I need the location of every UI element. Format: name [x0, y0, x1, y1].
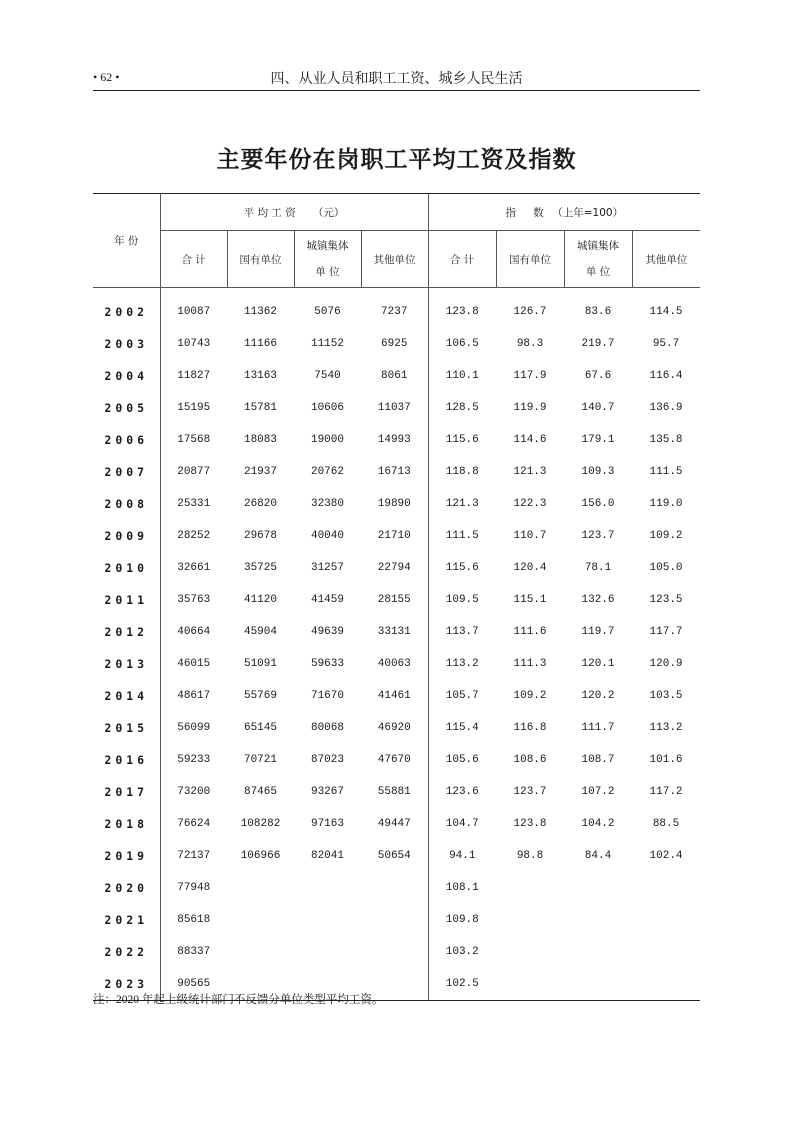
table-row — [93, 648, 700, 680]
index-cell: 123.5 — [649, 594, 683, 606]
wage-cell — [294, 872, 361, 904]
index-cell: 136.9 — [649, 402, 683, 414]
wage-cell: 28155 — [377, 594, 411, 606]
index-total-header: 合 计 — [428, 231, 496, 288]
wage-cell: 41459 — [310, 594, 344, 606]
index-cell — [496, 872, 564, 904]
wage-cell: 11166 — [243, 338, 277, 350]
index-cell: 120.4 — [513, 562, 547, 574]
index-cell: 116.4 — [649, 370, 683, 382]
index-cell: 156.0 — [581, 498, 615, 510]
year-cell: 2006 — [93, 424, 160, 456]
index-cell — [632, 872, 700, 904]
wage-cell: 20762 — [310, 466, 344, 478]
wage-cell — [361, 872, 428, 904]
section-title: 四、从业人员和职工工资、城乡人民生活 — [270, 71, 523, 87]
index-cell: 108.7 — [581, 754, 615, 766]
wage-cell: 48617 — [177, 690, 211, 702]
wage-cell — [227, 936, 294, 968]
wage-cell: 11362 — [243, 306, 277, 318]
index-cell: 128.5 — [428, 392, 496, 424]
wage-cell: 90565 — [160, 968, 227, 1001]
index-cell: 105.7 — [428, 680, 496, 712]
index-cell: 115.6 — [428, 552, 496, 584]
table-row — [93, 328, 700, 360]
table-row — [93, 936, 700, 968]
index-cell — [632, 904, 700, 936]
year-cell: 2019 — [93, 840, 160, 872]
wage-cell: 73200 — [177, 786, 211, 798]
index-cell: 115.4 — [428, 712, 496, 744]
index-cell: 109.3 — [581, 466, 615, 478]
urban-collective-line2: 单 位 — [315, 266, 340, 278]
wage-cell: 32661 — [177, 562, 211, 574]
year-cell: 2017 — [93, 776, 160, 808]
wage-cell: 87465 — [243, 786, 277, 798]
wage-cell: 10606 — [310, 402, 344, 414]
wage-cell: 87023 — [310, 754, 344, 766]
year-cell: 2016 — [93, 744, 160, 776]
wage-state-owned-header: 国有单位 — [227, 231, 294, 288]
index-cell: 108.6 — [513, 754, 547, 766]
wage-cell: 7540 — [314, 370, 341, 382]
index-cell: 109.2 — [513, 690, 547, 702]
index-cell: 111.6 — [513, 626, 547, 638]
wage-cell: 93267 — [310, 786, 344, 798]
index-cell: 110.7 — [513, 530, 547, 542]
index-cell: 107.2 — [581, 786, 615, 798]
index-cell: 101.6 — [649, 754, 683, 766]
index-cell: 117.7 — [649, 626, 683, 638]
wage-cell: 49447 — [377, 818, 411, 830]
wage-cell: 45904 — [243, 626, 277, 638]
year-cell: 2020 — [93, 872, 160, 904]
index-cell: 122.3 — [513, 498, 547, 510]
wage-cell: 55769 — [243, 690, 277, 702]
wage-cell: 10087 — [177, 306, 211, 318]
wage-cell: 51091 — [243, 658, 277, 670]
wage-cell: 88337 — [177, 946, 211, 958]
table-row — [93, 520, 700, 552]
wage-cell: 8061 — [381, 370, 408, 382]
index-urban-collective-header — [564, 231, 632, 288]
index-cell — [564, 872, 632, 904]
wage-cell: 35725 — [243, 562, 277, 574]
wage-cell: 25331 — [177, 498, 211, 510]
index-cell — [564, 936, 632, 968]
year-cell: 2009 — [93, 520, 160, 552]
index-cell: 111.7 — [581, 722, 615, 734]
index-cell — [564, 904, 632, 936]
wage-cell: 46015 — [177, 658, 211, 670]
wage-cell: 11152 — [310, 338, 344, 350]
index-cell — [496, 936, 564, 968]
year-column-header: 年 份 — [93, 194, 160, 288]
wage-cell: 32380 — [310, 498, 344, 510]
wage-cell: 6925 — [381, 338, 408, 350]
year-cell: 2022 — [93, 936, 160, 968]
wage-cell — [294, 936, 361, 968]
wage-cell: 40664 — [177, 626, 211, 638]
index-cell: 88.5 — [652, 818, 680, 830]
table-row — [93, 872, 700, 904]
wage-cell: 5076 — [314, 306, 341, 318]
year-cell: 2011 — [93, 584, 160, 616]
urban-collective-line1: 城镇集体 — [577, 240, 620, 252]
wage-cell: 10743 — [177, 338, 211, 350]
table-row — [93, 424, 700, 456]
wage-cell — [227, 904, 294, 936]
wage-cell: 97163 — [310, 818, 344, 830]
wage-cell: 11827 — [177, 370, 211, 382]
index-cell: 120.1 — [581, 658, 615, 670]
index-cell: 114.6 — [513, 434, 547, 446]
index-cell: 117.9 — [513, 370, 547, 382]
index-cell: 121.3 — [428, 488, 496, 520]
year-cell: 2018 — [93, 808, 160, 840]
wage-cell: 22794 — [377, 562, 411, 574]
wage-cell: 18083 — [243, 434, 277, 446]
index-cell: 109.8 — [428, 904, 496, 936]
index-cell: 118.8 — [428, 456, 496, 488]
wage-total-header: 合 计 — [160, 231, 227, 288]
index-cell: 113.2 — [649, 722, 683, 734]
index-cell: 123.7 — [513, 786, 547, 798]
wage-cell: 21710 — [377, 530, 411, 542]
wage-cell: 59633 — [310, 658, 344, 670]
wage-cell — [361, 936, 428, 968]
wage-cell: 55881 — [377, 786, 411, 798]
wage-cell: 16713 — [377, 466, 411, 478]
index-cell: 126.7 — [513, 306, 547, 318]
urban-collective-line1: 城镇集体 — [306, 240, 349, 252]
table-row — [93, 808, 700, 840]
index-cell: 119.7 — [581, 626, 615, 638]
index-cell: 179.1 — [581, 434, 615, 446]
year-cell: 2002 — [93, 288, 160, 329]
wage-cell: 7237 — [381, 306, 408, 318]
wage-cell: 76624 — [177, 818, 211, 830]
table-row — [93, 360, 700, 392]
index-cell — [632, 936, 700, 968]
wage-cell: 17568 — [177, 434, 211, 446]
wage-cell: 19000 — [310, 434, 344, 446]
wage-cell: 35763 — [177, 594, 211, 606]
index-state-owned-header: 国有单位 — [496, 231, 564, 288]
wage-cell: 15195 — [177, 402, 211, 414]
index-cell: 111.5 — [428, 520, 496, 552]
wage-cell: 49639 — [310, 626, 344, 638]
index-cell: 105.0 — [649, 562, 683, 574]
table-row — [93, 392, 700, 424]
wage-cell: 41461 — [377, 690, 411, 702]
wage-cell: 19890 — [377, 498, 411, 510]
table-row — [93, 680, 700, 712]
index-cell — [632, 968, 700, 1001]
index-cell: 98.8 — [516, 850, 544, 862]
index-cell: 114.5 — [649, 306, 683, 318]
wage-cell: 31257 — [310, 562, 344, 574]
wage-cell: 26820 — [243, 498, 277, 510]
index-cell — [564, 968, 632, 1001]
index-cell: 120.9 — [649, 658, 683, 670]
index-cell: 111.5 — [649, 466, 683, 478]
wage-cell: 21937 — [243, 466, 277, 478]
index-cell: 83.6 — [584, 306, 612, 318]
wage-cell: 72137 — [177, 850, 211, 862]
wage-cell: 15781 — [243, 402, 277, 414]
year-cell: 2010 — [93, 552, 160, 584]
wage-cell: 80068 — [310, 722, 344, 734]
index-cell: 95.7 — [652, 338, 680, 350]
wage-cell: 11037 — [377, 402, 411, 414]
index-cell: 111.3 — [513, 658, 547, 670]
index-cell: 219.7 — [581, 338, 615, 350]
year-cell: 2008 — [93, 488, 160, 520]
table-row — [93, 456, 700, 488]
index-cell: 103.2 — [428, 936, 496, 968]
wage-cell — [361, 904, 428, 936]
index-cell: 94.1 — [428, 840, 496, 872]
index-cell: 104.2 — [581, 818, 615, 830]
wage-cell: 40040 — [310, 530, 344, 542]
wage-cell: 71670 — [310, 690, 344, 702]
year-cell: 2021 — [93, 904, 160, 936]
wage-cell: 77948 — [177, 882, 211, 894]
index-cell: 119.0 — [649, 498, 683, 510]
wage-cell — [294, 904, 361, 936]
footnote: 注：2020 年起上级统计部门不反馈分单位类型平均工资。 — [93, 994, 384, 1006]
wage-cell: 40063 — [377, 658, 411, 670]
year-cell: 2013 — [93, 648, 160, 680]
year-cell: 2015 — [93, 712, 160, 744]
year-cell: 2012 — [93, 616, 160, 648]
wage-cell: 33131 — [377, 626, 411, 638]
index-cell: 116.8 — [513, 722, 547, 734]
index-cell: 104.7 — [428, 808, 496, 840]
table-row — [93, 552, 700, 584]
wage-cell: 59233 — [177, 754, 211, 766]
urban-collective-line2: 单 位 — [585, 266, 611, 278]
index-cell: 123.7 — [581, 530, 615, 542]
index-cell: 117.2 — [649, 786, 683, 798]
index-cell: 120.2 — [581, 690, 615, 702]
wage-cell: 14993 — [377, 434, 411, 446]
table-title: 主要年份在岗职工平均工资及指数 — [216, 147, 577, 173]
wage-cell: 41120 — [243, 594, 277, 606]
wage-cell: 82041 — [310, 850, 344, 862]
table-row — [93, 840, 700, 872]
wage-cell — [227, 872, 294, 904]
index-cell: 108.1 — [428, 872, 496, 904]
index-cell — [496, 968, 564, 1001]
year-cell: 2005 — [93, 392, 160, 424]
wage-other-header: 其他单位 — [361, 231, 428, 288]
wage-cell: 20877 — [177, 466, 211, 478]
wage-table — [93, 193, 700, 1001]
wage-cell: 65145 — [243, 722, 277, 734]
table-row — [93, 712, 700, 744]
table-row — [93, 616, 700, 648]
year-cell: 2014 — [93, 680, 160, 712]
index-cell: 109.5 — [428, 584, 496, 616]
index-cell: 78.1 — [584, 562, 612, 574]
index-cell: 109.2 — [649, 530, 683, 542]
table-body — [93, 288, 700, 1001]
index-cell: 135.8 — [649, 434, 683, 446]
wage-cell: 56099 — [177, 722, 211, 734]
year-cell: 2004 — [93, 360, 160, 392]
wage-cell: 108282 — [240, 818, 281, 830]
index-cell: 103.5 — [649, 690, 683, 702]
wage-cell: 106966 — [240, 850, 281, 862]
year-cell: 2007 — [93, 456, 160, 488]
index-cell: 98.3 — [516, 338, 544, 350]
wage-cell: 50654 — [377, 850, 411, 862]
table-row — [93, 744, 700, 776]
year-cell: 2003 — [93, 328, 160, 360]
year-cell: 2023 — [93, 968, 160, 1001]
index-cell: 105.6 — [428, 744, 496, 776]
table-row — [93, 776, 700, 808]
wage-cell: 47670 — [377, 754, 411, 766]
index-cell: 123.8 — [513, 818, 547, 830]
index-cell: 67.6 — [584, 370, 612, 382]
wage-cell: 70721 — [243, 754, 277, 766]
index-cell: 115.6 — [428, 424, 496, 456]
index-cell: 110.1 — [428, 360, 496, 392]
index-cell: 123.8 — [428, 288, 496, 329]
index-other-header: 其他单位 — [632, 231, 700, 288]
index-cell: 102.4 — [649, 850, 683, 862]
index-cell: 121.3 — [513, 466, 547, 478]
wage-cell: 13163 — [243, 370, 277, 382]
table-row — [93, 288, 700, 329]
page-header — [93, 66, 700, 90]
wage-urban-collective-header — [294, 231, 361, 288]
index-cell: 115.1 — [513, 594, 547, 606]
wage-cell: 28252 — [177, 530, 211, 542]
index-group-header: 指 数 （上年=100） — [428, 194, 700, 231]
index-cell: 140.7 — [581, 402, 615, 414]
index-cell: 106.5 — [428, 328, 496, 360]
table-row — [93, 904, 700, 936]
table-row — [93, 584, 700, 616]
index-cell: 123.6 — [428, 776, 496, 808]
wage-cell: 46920 — [377, 722, 411, 734]
index-cell: 113.7 — [428, 616, 496, 648]
wage-table-container — [93, 193, 700, 1001]
index-cell: 84.4 — [584, 850, 612, 862]
index-cell: 113.2 — [428, 648, 496, 680]
wage-group-header: 平 均 工 资 （元） — [160, 194, 428, 231]
index-cell — [496, 904, 564, 936]
page-number: • 62 • — [93, 70, 120, 84]
index-cell: 132.6 — [581, 594, 615, 606]
wage-cell: 85618 — [177, 914, 211, 926]
index-cell: 102.5 — [428, 968, 496, 1001]
header-rule — [93, 90, 700, 91]
table-row — [93, 488, 700, 520]
index-cell: 119.9 — [513, 402, 547, 414]
wage-cell: 29678 — [243, 530, 277, 542]
